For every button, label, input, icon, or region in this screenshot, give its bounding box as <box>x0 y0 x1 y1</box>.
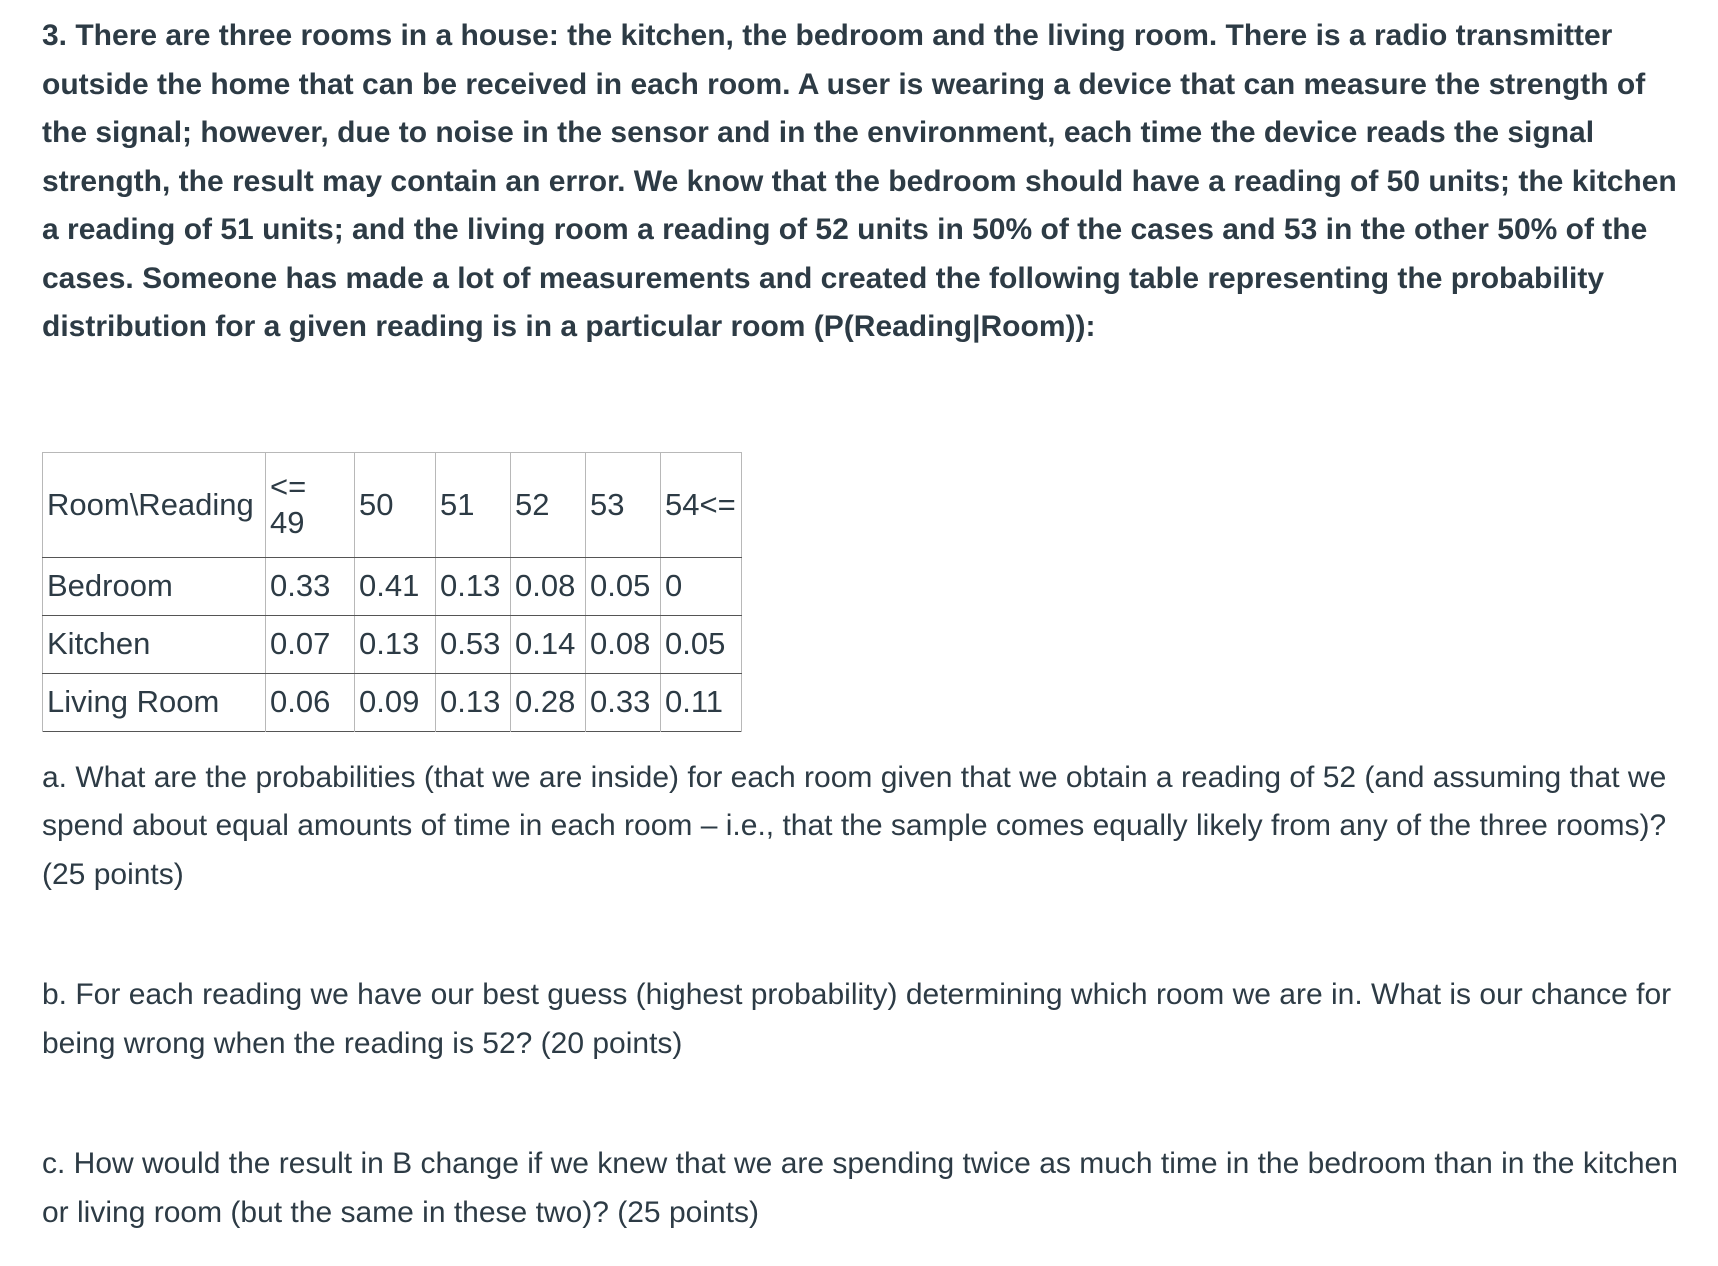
probability-table-container <box>42 452 1678 732</box>
table-cell: 0.13 <box>355 615 436 673</box>
table-cell: 0.08 <box>586 615 661 673</box>
table-cell: 0 <box>661 557 742 615</box>
table-cell: 0.14 <box>511 615 586 673</box>
table-cell: 0.11 <box>661 673 742 731</box>
question-a: a. What are the probabilities (that we are inside) for each room given that we obtain a reading of 52 (and assuming that we spend about equal amounts of time in each room – i.e., that the sample comes equally likely from any of the three rooms)? (25 points) <box>42 760 1667 891</box>
header-reading-49-top: <= <box>270 468 307 504</box>
row-label-bedroom: Bedroom <box>43 557 266 615</box>
table-cell: 0.13 <box>436 673 511 731</box>
table-cell: 0.33 <box>266 557 355 615</box>
question-c: c. How would the result in B change if we knew that we are spending twice as much time in the bedroom than in the kitchen or living room (but the same in these two)? (25 points) <box>42 1147 1678 1229</box>
table-cell: 0.06 <box>266 673 355 731</box>
header-reading-50: 50 <box>355 452 436 557</box>
row-label-kitchen: Kitchen <box>43 615 266 673</box>
header-reading-53: 53 <box>586 452 661 557</box>
table-row-living-room <box>43 673 742 731</box>
header-reading-54: 54<= <box>661 452 742 557</box>
header-reading-49 <box>266 452 355 557</box>
table-row-kitchen <box>43 615 742 673</box>
table-cell: 0.28 <box>511 673 586 731</box>
table-row-bedroom <box>43 557 742 615</box>
row-label-living-room: Living Room <box>43 673 266 731</box>
table-header-row <box>43 452 742 557</box>
corner-header: Room\Reading <box>43 452 266 557</box>
table-cell: 0.13 <box>436 557 511 615</box>
probability-table <box>42 452 742 732</box>
header-reading-49-bottom: 49 <box>270 504 305 540</box>
header-reading-52: 52 <box>511 452 586 557</box>
table-cell: 0.07 <box>266 615 355 673</box>
table-cell: 0.09 <box>355 673 436 731</box>
header-reading-51: 51 <box>436 452 511 557</box>
table-cell: 0.08 <box>511 557 586 615</box>
header-reading-49-stack <box>270 469 306 541</box>
table-cell: 0.05 <box>586 557 661 615</box>
table-cell: 0.33 <box>586 673 661 731</box>
table-cell: 0.53 <box>436 615 511 673</box>
table-cell: 0.05 <box>661 615 742 673</box>
question-b: b. For each reading we have our best guess (highest probability) determining which room we are in. What is our chance for being wrong when the reading is 52? (20 points) <box>42 978 1672 1060</box>
table-cell: 0.41 <box>355 557 436 615</box>
problem-statement: 3. There are three rooms in a house: the kitchen, the bedroom and the living room. There is a radio transmitter outside the home that can be received in each room. A user is wearing a device that can measure the strength of the signal; however, due to noise in the sensor and in the environment, each time the device reads the signal strength, the result may contain an error. We know that the bedroom should have a reading of 50 units; the kitchen a reading of 51 units; and the living room a reading of 52 units in 50% of the cases and 53 in the other 50% of the cases. Someone has made a lot of measurements and created the following table representing the probability distribution for a given reading is in a particular room (P(Reading|Room)): <box>42 19 1677 343</box>
